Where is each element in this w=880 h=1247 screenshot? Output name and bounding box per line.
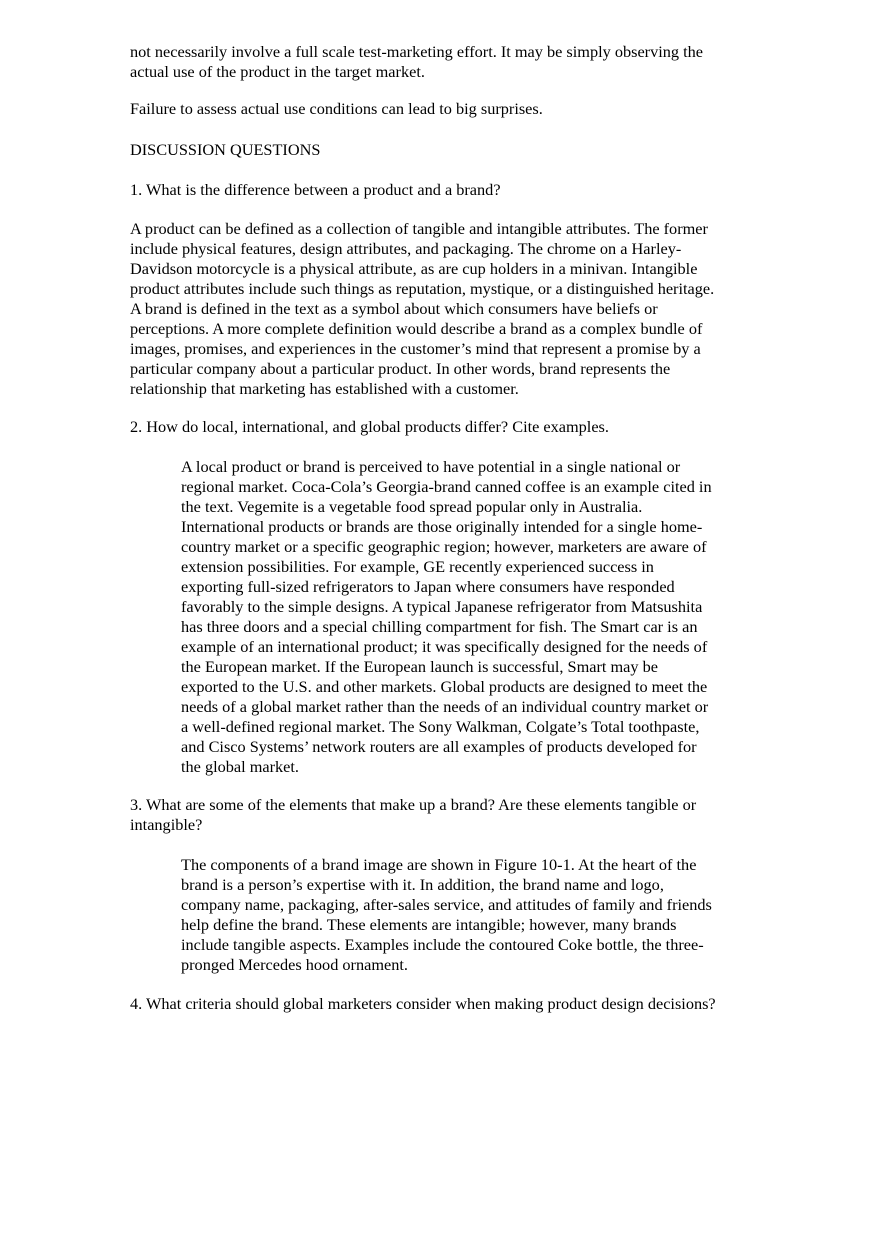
answer-1: A product can be defined as a collection of tangible and intangible attributes. The former include physical features, design attributes, and packaging. The chrome on a Harley- Davidson motorcycle is a physical attribute, as are cup holders in a minivan. Intangible product attributes include such things as reputation, mystique, or a distinguished heritage. A brand is defined in the text as a symbol about which consumers have beliefs or perceptions. A more complete definition would describe a brand as a complex bundle of images, promises, and experiences in the customer’s mind that represent a promise by a particular company about a particular product. In other words, brand represents the relationship that marketing has established with a customer.	[130, 219, 715, 398]
question-1: 1. What is the difference between a product and a brand?	[130, 180, 501, 199]
section-heading: DISCUSSION QUESTIONS	[130, 140, 321, 159]
question-4: 4. What criteria should global marketers consider when making product design decisions?	[130, 994, 716, 1013]
intro-paragraph: not necessarily involve a full scale test-marketing effort. It may be simply observing the actual use of the product in the target market.	[130, 42, 703, 81]
failure-sentence: Failure to assess actual use conditions can lead to big surprises.	[130, 99, 543, 118]
answer-2: A local product or brand is perceived to have potential in a single national or regional market. Coca-Cola’s Georgia-brand canned coffee is an example cited in the text. Vegemite is a vegetable food spread popular only in Australia. International products or brands are those originally intended for a single home- country market or a specific geographic region; however, marketers are aware of extension possibilities. For example, GE recently experienced success in exporting full-sized refrigerators to Japan where consumers have responded favorably to the simple designs. A typical Japanese refrigerator from Matsushita has three doors and a special chilling compartment for fish. The Smart car is an example of an international product; it was specifically designed for the needs of the European market. If the European launch is successful, Smart may be exported to the U.S. and other markets. Global products are designed to meet the needs of a global market rather than the needs of an individual country market or a well-defined regional market. The Sony Walkman, Colgate’s Total toothpaste, and Cisco Systems’ network routers are all examples of products developed for the global market.	[181, 457, 712, 776]
question-3: 3. What are some of the elements that make up a brand? Are these elements tangible or intangible?	[130, 795, 697, 834]
question-2: 2. How do local, international, and global products differ? Cite examples.	[130, 417, 609, 436]
answer-3: The components of a brand image are shown in Figure 10-1. At the heart of the brand is a person’s expertise with it. In addition, the brand name and logo, company name, packaging, after-sales service, and attitudes of family and friends help define the brand. These elements are intangible; however, many brands include tangible aspects. Examples include the contoured Coke bottle, the three- pronged Mercedes hood ornament.	[181, 855, 712, 974]
